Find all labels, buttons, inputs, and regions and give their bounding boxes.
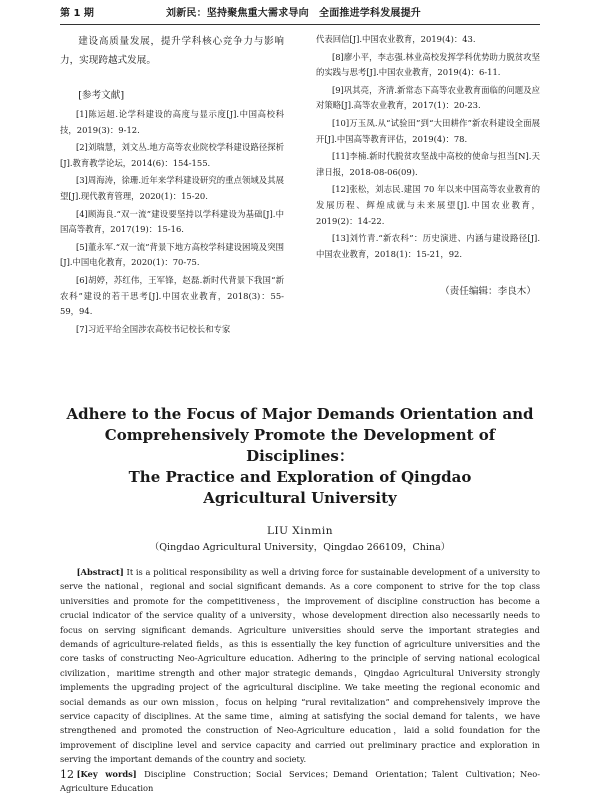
left-column bbox=[60, 32, 284, 339]
english-title-line: The Practice and Exploration of Qingdao bbox=[128, 468, 472, 486]
reference-item: [4]顾海良.“双一流”建设要坚持以学科建设为基础[J].中国高等教育，2017(19)：15-16. bbox=[60, 208, 284, 235]
reference-item: [8]廖小平，李志强.林业高校发挥学科优势助力脱贫攻坚的实践与思考[J].中国农业教育，2019(4)：6-11. bbox=[316, 51, 540, 78]
abstract-paragraph bbox=[60, 565, 540, 767]
author-name: LIU Xinmin bbox=[267, 525, 333, 537]
author-affiliation: （Qingdao Agricultural University，Qingdao 266109，China） bbox=[149, 542, 451, 553]
keywords-paragraph bbox=[60, 767, 540, 796]
abstract-label: [Abstract] bbox=[76, 567, 124, 577]
reference-item: [5]董永军.“双一流”背景下地方高校学科建设困境及突围[J].中国电化教育，2020(1)：70-75. bbox=[60, 241, 284, 268]
issue-label: 第 1 期 bbox=[60, 8, 94, 19]
english-title-line: Agricultural University bbox=[203, 489, 397, 507]
reference-item: [7]习近平给全国涉农高校书记校长和专家 bbox=[75, 323, 231, 334]
english-title-line: Adhere to the Focus of Major Demands Orientation and bbox=[66, 405, 534, 423]
abstract-text: It is a political responsibility as well a driving force for sustainable development of a university to serve the national，regional and social significant demands. As a core component to strive for the top class universities and promote for the competitiveness，the improvement of discipline construction has become a crucial indicator of the service quality of a university，whose development direction also necessarily needs to focus on serving significant demands. Agriculture universities should serve the important strategies and demands of agriculture-related fields，as this is essentially the key function of agriculture universities and the core tasks of constructing Neo-Agriculture education. Adhering to the principle of serving national ecological civilization，maritime strength and other major strategic demands，Qingdao Agricultural University strongly implements the upgrading project of the agricultural discipline. We take meeting the regional economic and social demands as our own mission，focus on helping “rural revitalization” and comprehensively improve the service capacity of disciplines. At the same time，aiming at satisfying the social demand for talents，we have strengthened and promoted the construction of Neo-Agriculture education，laid a solid foundation for the improvement of discipline level and service capacity and carried out preliminary practice and exploration in serving the important demands of the country and society. bbox=[60, 567, 540, 765]
reference-item: [3]周海涛，徐珊.近年来学科建设研究的重点领域及其展望[J].现代教育管理，2020(1)：15-20. bbox=[60, 175, 284, 201]
english-title-line: Comprehensively Promote the Development of Disciplines： bbox=[104, 426, 496, 465]
lead-paragraph: 建设高质量发展，提升学科核心竞争力与影响力，实现跨越式发展。 bbox=[60, 36, 284, 66]
reference-item: [1]陈运超.论学科建设的高度与显示度[J].中国高校科技，2019(3)：9-12. bbox=[60, 109, 284, 135]
running-title: 刘新民：坚持聚焦重大需求导向 全面推进学科发展提升 bbox=[166, 8, 421, 19]
reference-item: [12]张松，刘志民.建国 70 年以来中国高等农业教育的发展历程、辉煌成就与未来展望[J].中国农业教育，2019(2)：14-22. bbox=[316, 184, 540, 226]
references-heading: [参考文献] bbox=[78, 90, 125, 101]
page-number: 12 bbox=[60, 768, 74, 781]
reference-item: [6]胡婷，苏红伟，王军锋，赵磊.新时代背景下我国“新农科”建设的若干思考[J].中国农业教育，2018(3)：55-59，94. bbox=[60, 274, 284, 317]
reference-item: [9]巩其亮，齐清.新常态下高等农业教育面临的问题及应对策略[J].高等农业教育，2017(1)：20-23. bbox=[316, 84, 540, 111]
responsible-editor: （责任编辑：李良木） bbox=[440, 286, 536, 298]
header-rule bbox=[60, 24, 540, 25]
keywords-text: Discipline Construction；Social Services；Demand Orientation；Talent Cultivation；Neo-Agriculture Education bbox=[60, 768, 540, 794]
reference-item: [11]李楠.新时代脱贫攻坚战中高校的使命与担当[N].天津日报，2018-08-06(09). bbox=[316, 151, 540, 177]
keywords-label: [Key words] bbox=[76, 768, 137, 779]
english-abstract-section bbox=[60, 404, 540, 796]
right-column bbox=[316, 32, 540, 300]
running-header bbox=[60, 6, 540, 22]
reference-item: [2]刘瑞慧，刘文丛.地方高等农业院校学科建设路径探析[J].教育教学论坛，2014(6)：154-155. bbox=[60, 142, 284, 168]
reference-continuation: 代表回信[J].中国农业教育，2019(4)：43. bbox=[316, 34, 476, 44]
reference-item: [13]刘竹青.“新农科”：历史演进、内涵与建设路径[J].中国农业教育，2018(1)：15-21，92. bbox=[316, 233, 540, 259]
reference-item: [10]万玉凤.从“试验田”到“大田耕作”新农科建设全面展开[J].中国高等教育评估，2019(4)：78. bbox=[316, 117, 540, 144]
